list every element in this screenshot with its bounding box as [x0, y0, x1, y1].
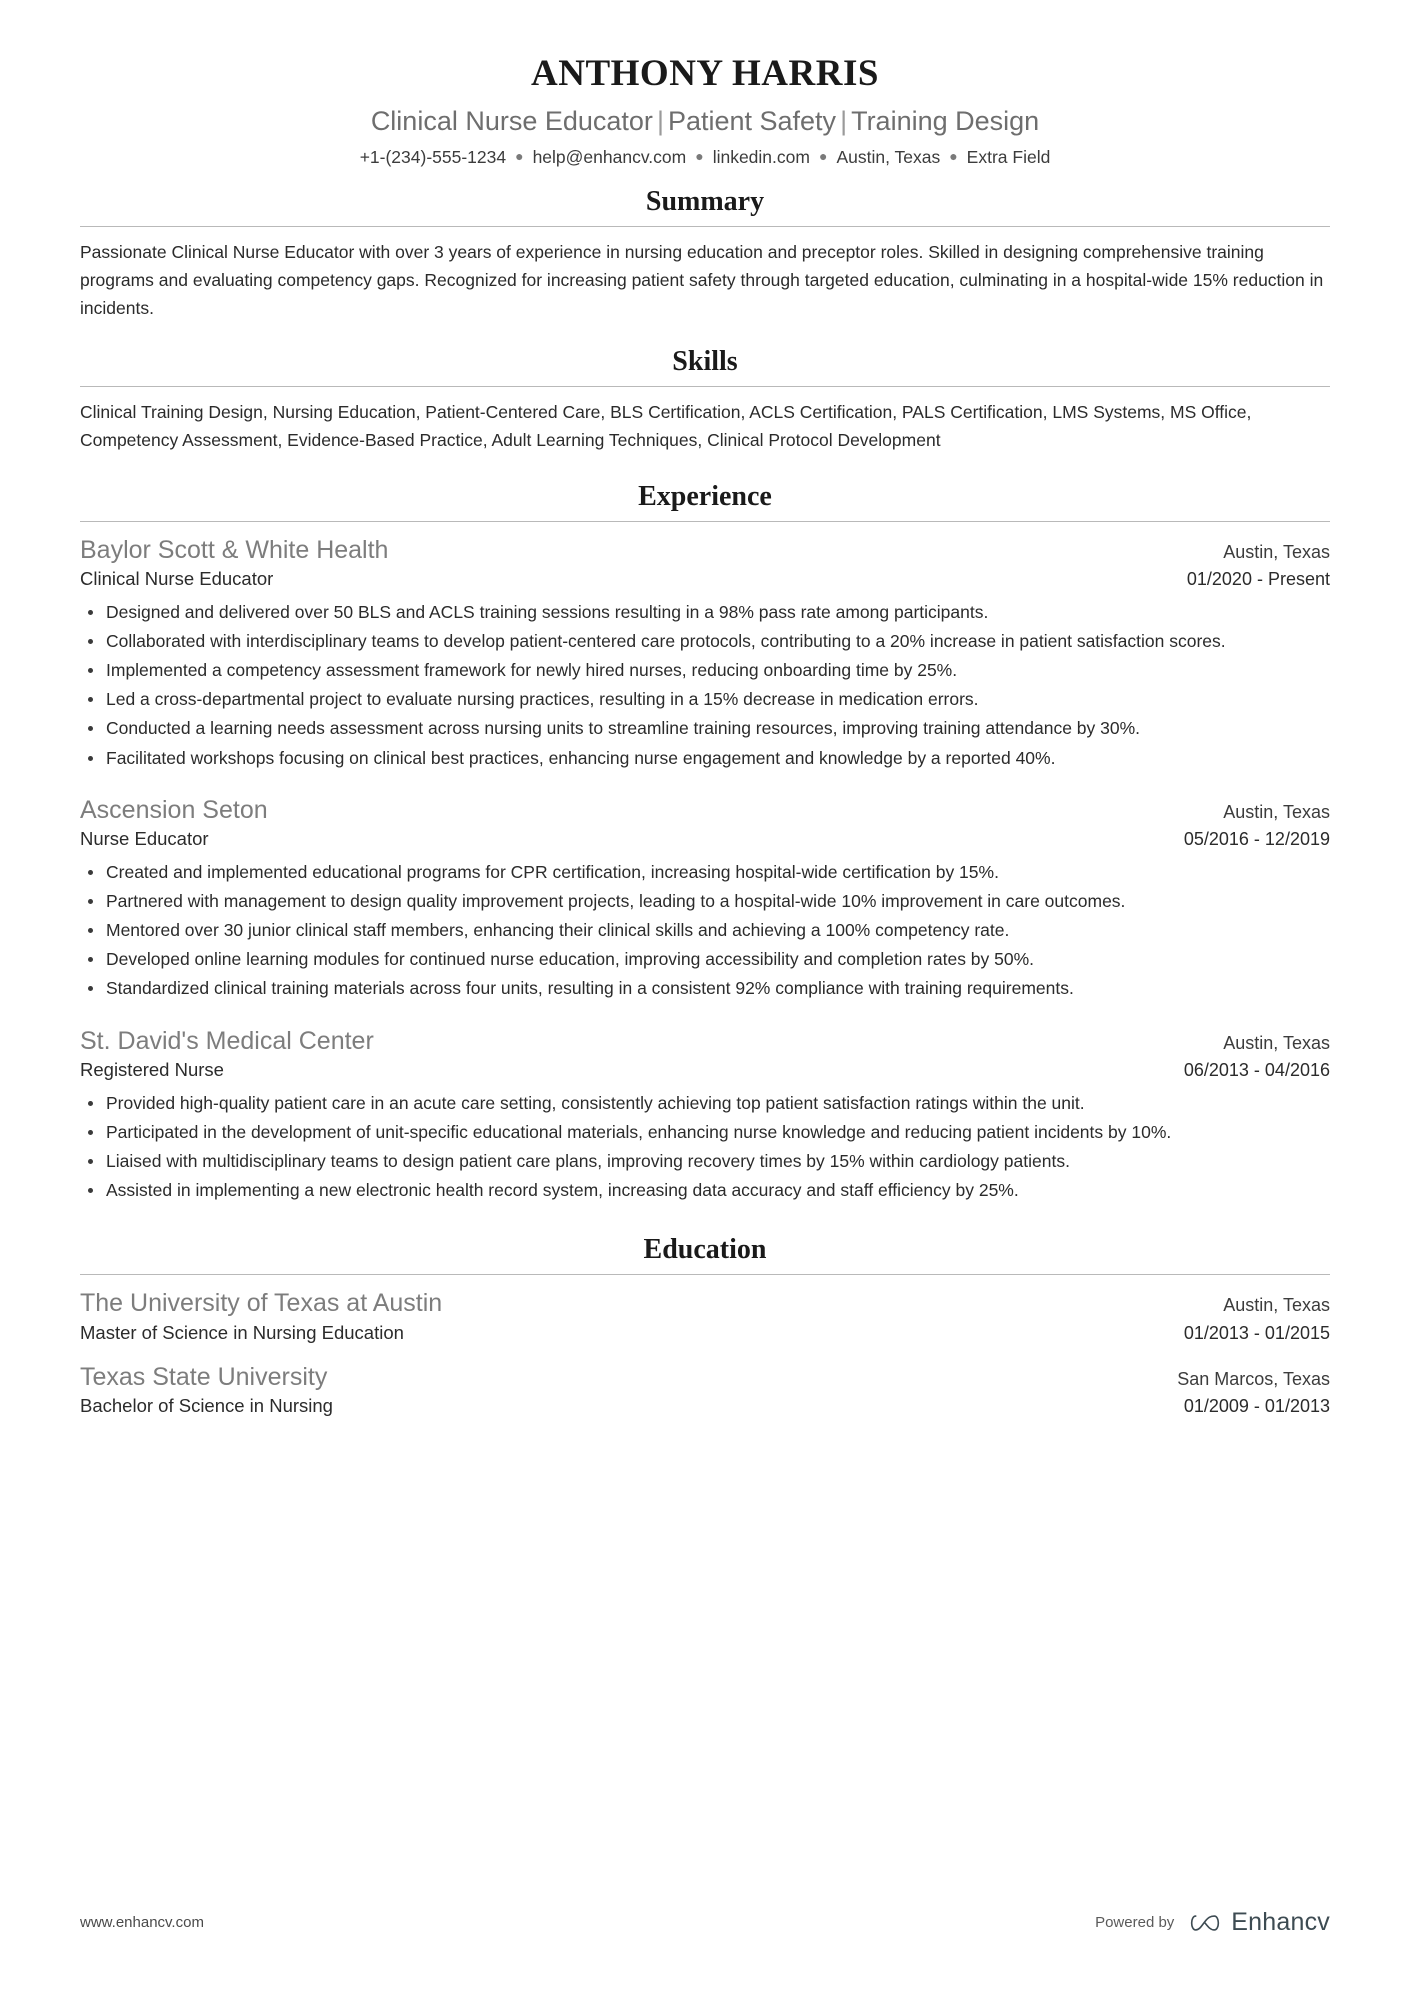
- section-divider-education: [80, 1274, 1330, 1275]
- contact-dot-2: ●: [695, 148, 704, 165]
- section-education: [80, 1234, 1330, 1420]
- experience-bullet: Developed online learning modules for continued nurse education, improving accessibility and completion rates by 50%.: [80, 946, 1330, 973]
- section-title-experience: Experience: [638, 480, 772, 512]
- resume-header: [80, 52, 1330, 168]
- section-summary: [80, 186, 1330, 322]
- experience-entry: [80, 794, 1330, 1003]
- experience-role: Nurse Educator: [80, 828, 209, 850]
- contact-dot-3: ●: [818, 148, 828, 165]
- footer-branding: [1095, 1908, 1330, 1937]
- experience-org: St. David's Medical Center: [80, 1026, 374, 1055]
- education-org-row: [80, 1287, 1330, 1320]
- experience-org-row: [80, 794, 1330, 827]
- education-org: The University of Texas at Austin: [80, 1289, 443, 1318]
- contact-dot-4: ●: [949, 148, 958, 165]
- section-title-skills: Skills: [672, 346, 738, 378]
- experience-bullet: Standardized clinical training materials across four units, resulting in a consistent 92% compliance with training requirements.: [80, 975, 1330, 1002]
- education-org: Texas State University: [80, 1362, 328, 1391]
- candidate-name: ANTHONY HARRIS: [531, 53, 879, 94]
- skills-text: Clinical Training Design, Nursing Education, Patient-Centered Care, BLS Certification, ACLS Certification, PALS Certification, LMS Systems, MS Office, Competency Assessment, Evidence-Based Practice, Adult Learning Techniques, Clinical Protocol Development: [80, 402, 1252, 450]
- experience-org-row: [80, 1025, 1330, 1058]
- experience-bullet: Provided high-quality patient care in an acute care setting, consistently achieving top patient satisfaction ratings within the unit.: [80, 1090, 1330, 1117]
- headline-separator-2: |: [840, 106, 848, 136]
- contact-phone: +1-(234)-555-1234: [359, 147, 507, 168]
- section-skills: [80, 346, 1330, 454]
- infinity-icon: [1188, 1911, 1222, 1935]
- experience-dates: 05/2016 - 12/2019: [1183, 829, 1330, 850]
- headline-part-3: Training Design: [851, 106, 1040, 136]
- experience-bullet: Led a cross-departmental project to evaluate nursing practices, resulting in a 15% decrease in medication errors.: [80, 686, 1330, 713]
- experience-entry: [80, 1025, 1330, 1205]
- contact-linkedin[interactable]: linkedin.com: [712, 147, 810, 168]
- experience-bullets: [80, 859, 1330, 1003]
- page-footer: [80, 1908, 1330, 1937]
- education-entry: [80, 1287, 1330, 1346]
- experience-bullet: Participated in the development of unit-specific educational materials, enhancing nurse knowledge and reducing patient incidents by 10%.: [80, 1119, 1330, 1146]
- section-divider-summary: [80, 226, 1330, 227]
- experience-bullet: Conducted a learning needs assessment across nursing units to streamline training resources, improving training attendance by 30%.: [80, 715, 1330, 742]
- contact-email[interactable]: help@enhancv.com: [532, 147, 687, 168]
- experience-org: Ascension Seton: [80, 795, 268, 824]
- footer-powered-by: Powered by: [1095, 1914, 1175, 1931]
- headline-part-2: Patient Safety: [667, 106, 837, 136]
- education-entry: [80, 1361, 1330, 1420]
- experience-bullet: Facilitated workshops focusing on clinical best practices, enhancing nurse engagement and knowledge by a reported 40%.: [80, 745, 1330, 772]
- experience-bullet: Partnered with management to design quality improvement projects, leading to a hospital-wide 10% improvement in care outcomes.: [80, 888, 1330, 915]
- enhancv-brand-name: Enhancv: [1231, 1908, 1330, 1936]
- experience-location: Austin, Texas: [1223, 1032, 1330, 1053]
- headline-part-1: Clinical Nurse Educator: [370, 106, 653, 136]
- candidate-headline: [80, 105, 1330, 137]
- education-degree-row: [80, 1393, 1330, 1420]
- education-dates: 01/2009 - 01/2013: [1183, 1396, 1330, 1417]
- section-title-education: Education: [643, 1234, 767, 1266]
- experience-bullets: [80, 1090, 1330, 1205]
- experience-role-row: [80, 1057, 1330, 1084]
- education-dates: 01/2013 - 01/2015: [1183, 1322, 1330, 1343]
- experience-bullets: [80, 599, 1330, 772]
- experience-location: Austin, Texas: [1223, 801, 1330, 822]
- education-degree: Master of Science in Nursing Education: [80, 1321, 404, 1343]
- experience-bullet: Implemented a competency assessment framework for newly hired nurses, reducing onboarding time by 25%.: [80, 657, 1330, 684]
- experience-bullet: Designed and delivered over 50 BLS and ACLS training sessions resulting in a 98% pass rate among participants.: [80, 599, 1330, 626]
- education-location: Austin, Texas: [1223, 1295, 1330, 1316]
- experience-role-row: [80, 826, 1330, 853]
- footer-website[interactable]: www.enhancv.com: [80, 1914, 204, 1931]
- experience-bullet: Collaborated with interdisciplinary teams to develop patient-centered care protocols, contributing to a 20% increase in patient satisfaction scores.: [80, 628, 1330, 655]
- education-org-row: [80, 1361, 1330, 1394]
- contact-dot-1: ●: [515, 148, 524, 165]
- education-degree: Bachelor of Science in Nursing: [80, 1395, 333, 1417]
- experience-bullet: Liaised with multidisciplinary teams to design patient care plans, improving recovery times by 15% within cardiology patients.: [80, 1148, 1330, 1175]
- experience-dates: 06/2013 - 04/2016: [1183, 1060, 1330, 1081]
- experience-role: Clinical Nurse Educator: [80, 568, 274, 590]
- section-divider-experience: [80, 521, 1330, 522]
- section-title-summary: Summary: [645, 186, 765, 218]
- section-divider-skills: [80, 386, 1330, 387]
- experience-role-row: [80, 566, 1330, 593]
- headline-separator-1: |: [656, 106, 664, 136]
- experience-bullet: Mentored over 30 junior clinical staff members, enhancing their clinical skills and achieving a 100% competency rate.: [80, 917, 1330, 944]
- experience-dates: 01/2020 - Present: [1186, 569, 1330, 590]
- contact-location: Austin, Texas: [836, 147, 941, 168]
- experience-location: Austin, Texas: [1223, 541, 1330, 562]
- enhancv-logo: [1188, 1908, 1330, 1937]
- experience-bullet: Created and implemented educational programs for CPR certification, increasing hospital-wide certification by 15%.: [80, 859, 1330, 886]
- contact-extra-field: Extra Field: [966, 147, 1051, 168]
- experience-org: Baylor Scott & White Health: [80, 535, 389, 564]
- experience-bullet: Assisted in implementing a new electronic health record system, increasing data accuracy and staff efficiency by 25%.: [80, 1177, 1330, 1204]
- education-location: San Marcos, Texas: [1177, 1368, 1330, 1389]
- experience-role: Registered Nurse: [80, 1059, 224, 1081]
- experience-entry: [80, 534, 1330, 772]
- section-experience: [80, 481, 1330, 1205]
- contact-line: [80, 147, 1330, 168]
- summary-text: Passionate Clinical Nurse Educator with over 3 years of experience in nursing education and preceptor roles. Skilled in designing comprehensive training programs and evaluating competency gaps. Recognized for increasing patient safety through targeted education, culminating in a hospital-wide 15% reduction in incidents.: [80, 242, 1324, 318]
- experience-org-row: [80, 534, 1330, 567]
- education-degree-row: [80, 1320, 1330, 1347]
